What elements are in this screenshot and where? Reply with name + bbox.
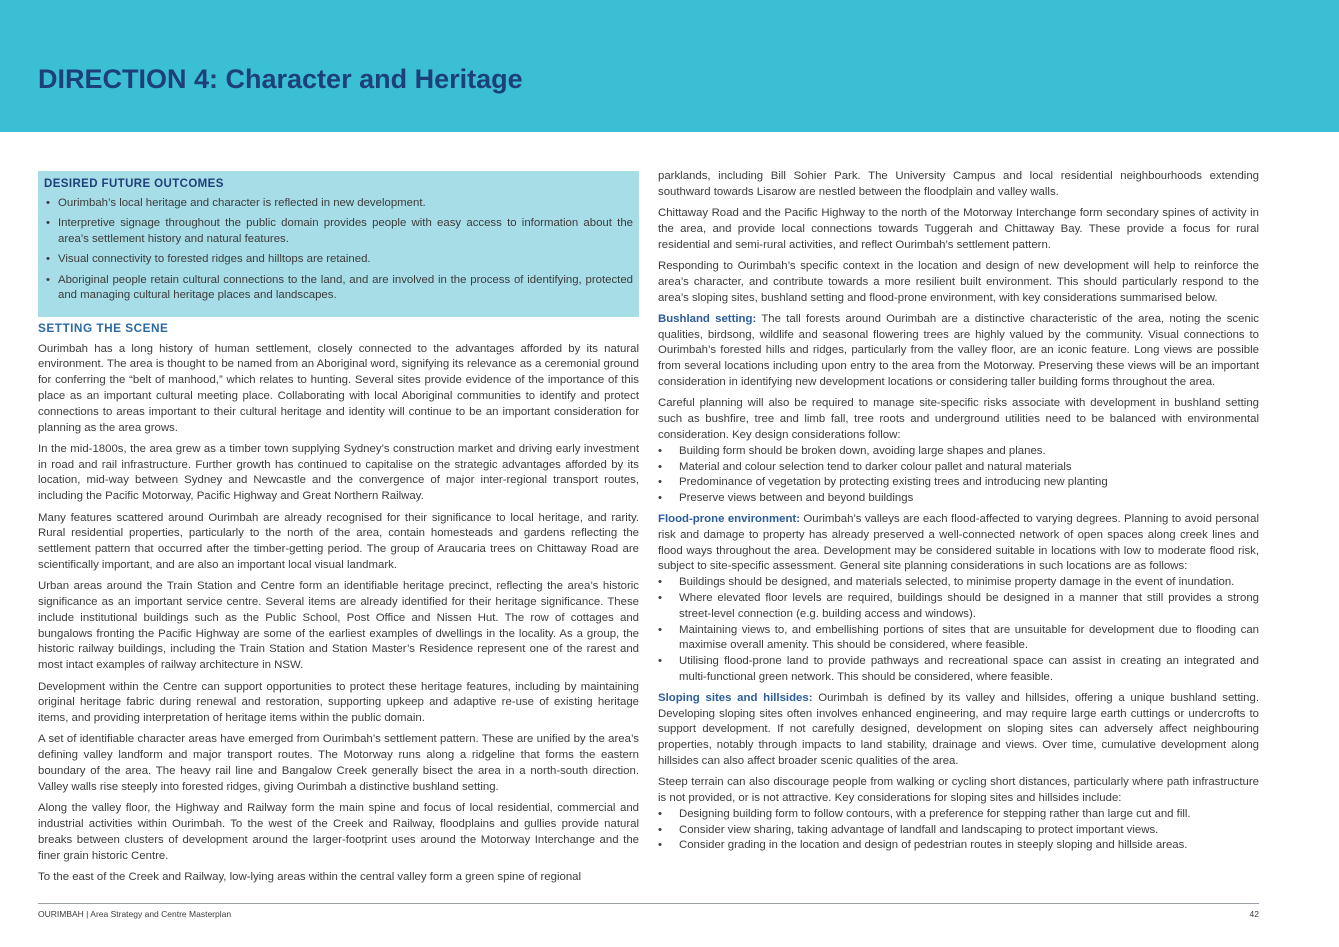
sloping-lead: Sloping sites and hillsides: bbox=[658, 691, 813, 704]
paragraph: In the mid-1800s, the area grew as a timber town supplying Sydney’s construction market and driving early investment in road and rail infrastructure. Further growth has continued to capitalise on the strategic advantages afforded by its location, mid-way between Sydney and Newcastle and the convergence of major inter-regional transport routes, including the Pacific Motorway, Pacific Highway and Great Northern Railway. bbox=[38, 442, 639, 503]
paragraph: Many features scattered around Ourimbah are already recognised for their significance to local heritage, and rarity. Rural residential properties, particularly to the north of the area, contain homesteads and gardens reflecting the settlement pattern that occurred after the timber-getting period. The group of Araucaria trees on Chittaway Road are scientifically important, and are also an important local visual landmark. bbox=[38, 511, 639, 571]
bullet-icon: • bbox=[658, 492, 662, 505]
flood-paragraph: Flood-prone environment: Ourimbah’s valleys are each flood-affected to varying degrees. Planning to avoid personal risk and damage to property has already preserved a well-connected network of open spaces along creek lines and flood ways throughout the area. Development may be considered suitable in locations with low to moderate flood risk, subject to site-specific assessment. General site planning considerations in such locations are as follows: bbox=[658, 512, 1260, 573]
bullet-icon: • bbox=[46, 253, 50, 266]
paragraph: Ourimbah has a long history of human settlement, closely connected to the advantages afforded by its natural environment. The area is thought to be named from an Aboriginal word, signifying its relevance as a ceremonial ground for conferring the “belt of manhood,” which relates to hunting. Several sites provide evidence of the importance of this place as an important cultural meeting place. Collaborating with local Aboriginal communities to identify and protect connections to areas important to their cultural heritage and identity will continue to be an important consideration for planning as the area grows. bbox=[38, 342, 639, 434]
list-item: • Aboriginal people retain cultural connections to the land, and are involved in the process of identifying, protected and managing cultural heritage places and landscapes. bbox=[46, 273, 633, 302]
paragraph: Careful planning will also be required to manage site-specific risks associate with development in bushland setting such as bushfire, tree and limb fall, tree roots and underground utilities need to be balanced with environmental consideration. Key design considerations follow: bbox=[658, 397, 1259, 441]
list-item: • Designing building form to follow contours, with a preference for stepping rather than large cut and fill. bbox=[658, 807, 1259, 823]
bullet-icon: • bbox=[658, 839, 662, 852]
footer-divider bbox=[38, 903, 1259, 904]
sloping-list bbox=[658, 807, 1259, 854]
bushland-paragraph: Bushland setting: The tall forests around Ourimbah are a distinctive characteristic of the area, noting the scenic qualities, birdsong, wildlife and seasonal flowering trees are highly valued by the community. Visual connections to Ourimbah’s forested hills and ridges, particularly from the valley floor, are an iconic feature. Long views are possible from several locations including upon entry to the area from the Motorway. Preserving these views will be an important consideration in identifying new development locations or considering taller building forms throughout the area. bbox=[658, 312, 1260, 389]
section-heading: SETTING THE SCENE bbox=[38, 320, 169, 335]
list-item: • Material and colour selection tend to darker colour pallet and natural materials bbox=[658, 460, 1259, 476]
footer-document-title: OURIMBAH | Area Strategy and Centre Masterplan bbox=[38, 909, 232, 919]
outcomes-list bbox=[44, 196, 633, 304]
list-item: • Preserve views between and beyond buildings bbox=[658, 491, 1259, 507]
page-title: DIRECTION 4: Character and Heritage bbox=[38, 64, 523, 94]
paragraph: Chittaway Road and the Pacific Highway to the north of the Motorway Interchange form secondary spines of activity in the area, and provide local connections towards Tuggerah and Chittaway Bay. These provide a focus for rural residential and semi-rural activities, and reflect Ourimbah’s settlement pattern. bbox=[658, 207, 1259, 251]
paragraph: Urban areas around the Train Station and Centre form an identifiable heritage precinct, reflecting the area’s historic significance as an important service centre. Several items are already identified for their heritage significance. These include institutional buildings such as the Public School, Post Office and Nissen Hut. The row of cottages and bungalows fronting the Pacific Highway are some of the earliest examples of dwellings in the locality. As a group, the historic railway buildings, including the Train Station and Station Master’s Residence represent one of the rarest and most intact examples of railway architecture in NSW. bbox=[38, 580, 639, 672]
list-item: • Buildings should be designed, and materials selected, to minimise property damage in the event of inundation. bbox=[658, 575, 1259, 591]
flood-lead: Flood-prone environment: bbox=[658, 512, 800, 525]
list-item: • Interpretive signage throughout the public domain provides people with easy access to information about the area’s settlement history and natural features. bbox=[46, 217, 633, 245]
title-banner bbox=[0, 0, 1339, 132]
paragraph: Development within the Centre can support opportunities to protect these heritage features, including by maintaining original heritage fabric during renewal and restoration, supporting upkeep and adaptive re-use of existing heritage items, and providing interpretation of heritage items within the public domain. bbox=[38, 680, 639, 725]
paragraph: Responding to Ourimbah’s specific context in the location and design of new development will help to reinforce the area’s character, and contribute towards a more resilient built environment. This should particularly respond to the area’s sloping sites, bushland setting and flood-prone environment, with key considerations summarised below. bbox=[658, 259, 1259, 304]
bullet-icon: • bbox=[46, 196, 50, 209]
outcomes-heading: DESIRED FUTURE OUTCOMES bbox=[44, 178, 224, 190]
bushland-list bbox=[658, 444, 1259, 507]
list-item: • Consider view sharing, taking advantage of landfall and landscaping to protect important views. bbox=[658, 823, 1259, 839]
bullet-icon: • bbox=[658, 807, 662, 820]
list-item: • Ourimbah’s local heritage and character is reflected in new development. bbox=[44, 196, 633, 212]
bullet-icon: • bbox=[658, 576, 662, 589]
bullet-icon: • bbox=[46, 217, 50, 230]
paragraph: Along the valley floor, the Highway and Railway form the main spine and focus of local residential, commercial and industrial activities within Ourimbah. To the west of the Creek and Railway, floodplains and gullies provide natural breaks between clusters of development around the larger-footprint uses around the Motorway Interchange and the finer grain historic Centre. bbox=[38, 802, 639, 862]
list-item: • Visual connectivity to forested ridges and hilltops are retained. bbox=[44, 252, 633, 268]
sloping-paragraph: Sloping sites and hillsides: Ourimbah is defined by its valley and hillsides, offering a unique bushland setting. Developing sloping sites often involves enhanced engineering, and may require large earth cuttings or undercrofts to support development. If not carefully designed, development on sloping sites can adversely affect neighbouring properties, notably through impacts to land stability, drainage and views. Over time, cumulative development along hillsides can also affect broader scenic qualities of the area. bbox=[658, 691, 1259, 767]
list-item: • Predominance of vegetation by protecting existing trees and introducing new planting bbox=[658, 475, 1259, 491]
paragraph: Steep terrain can also discourage people from walking or cycling short distances, particularly where path infrastructure is not provided, or is not attractive. Key considerations for sloping sites and hillsides include: bbox=[658, 776, 1259, 804]
list-item: • Building form should be broken down, avoiding large shapes and planes. bbox=[658, 444, 1259, 460]
bullet-icon: • bbox=[658, 476, 662, 489]
bullet-icon: • bbox=[658, 591, 662, 604]
bullet-icon: • bbox=[658, 823, 662, 836]
paragraph: To the east of the Creek and Railway, low-lying areas within the central valley form a green spine of regional bbox=[38, 870, 582, 883]
list-item: • Maintaining views to, and embellishing portions of sites that are unsuitable for development due to flooding can maximise overall amenity. This should be considered, where feasible. bbox=[658, 623, 1259, 652]
list-item: • Utilising flood-prone land to provide pathways and recreational space can assist in creating an integrated and multi-functional green network. This should be considered, where feasible. bbox=[658, 655, 1259, 683]
bullet-icon: • bbox=[658, 460, 662, 473]
bullet-icon: • bbox=[658, 623, 662, 636]
flood-list bbox=[658, 575, 1259, 686]
left-column bbox=[38, 171, 639, 891]
list-item: • Where elevated floor levels are required, buildings should be designed in a manner that still provides a strong street-level connection (e.g. building access and windows). bbox=[658, 591, 1259, 620]
paragraph: A set of identifiable character areas have emerged from Ourimbah’s settlement pattern. These are unified by the area’s defining valley landform and major transport routes. The Motorway runs along a ridgeline that forms the eastern boundary of the area. The heavy rail line and Bangalow Creek generally bisect the area in a north-south direction. Valley walls rise steeply into forested ridges, giving Ourimbah a distinctive bushland setting. bbox=[38, 733, 639, 793]
right-column bbox=[658, 169, 1259, 859]
desired-outcomes-box bbox=[38, 171, 639, 317]
bullet-icon: • bbox=[658, 444, 662, 457]
bullet-icon: • bbox=[658, 655, 662, 668]
page-number: 42 bbox=[1249, 909, 1259, 919]
list-item: • Consider grading in the location and design of pedestrian routes in steeply sloping and hillside areas. bbox=[658, 838, 1259, 854]
bushland-lead: Bushland setting: bbox=[658, 312, 757, 325]
bullet-icon: • bbox=[46, 273, 50, 286]
paragraph: parklands, including Bill Sohier Park. The University Campus and local residential neighbourhoods extending southward towards Lisarow are nestled between the floodplain and valley walls. bbox=[658, 170, 1259, 198]
